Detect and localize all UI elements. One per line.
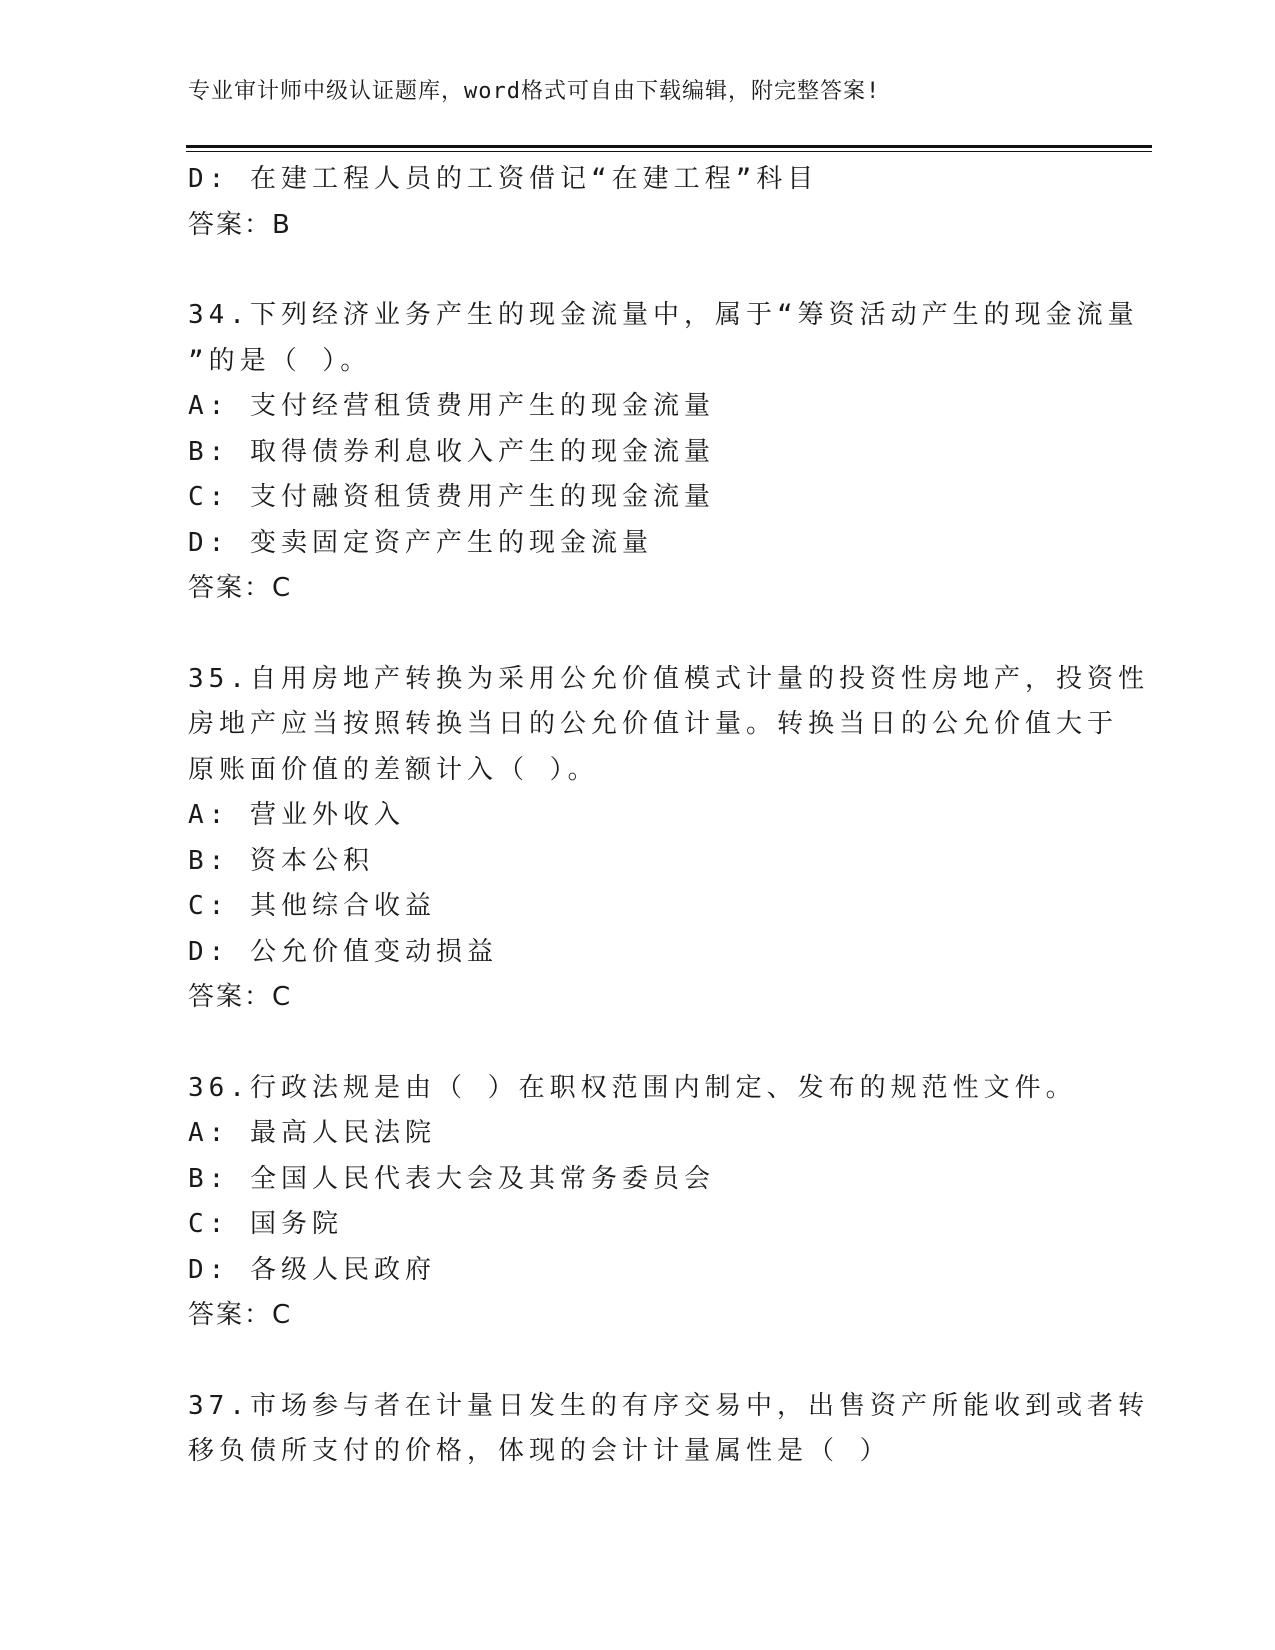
question-stem-line: 36.行政法规是由（ ）在职权范围内制定、发布的规范性文件。 bbox=[188, 1072, 1077, 1103]
option-a: A: 支付经营租赁费用产生的现金流量 bbox=[188, 391, 715, 421]
option-d: D: 公允价值变动损益 bbox=[188, 936, 498, 967]
question-stem-line: 34.下列经济业务产生的现金流量中，属于“筹资活动产生的现金流量 bbox=[188, 300, 1139, 330]
question-stem-line: 原账面价值的差额计入（ ）。 bbox=[188, 754, 599, 785]
spacer bbox=[188, 1021, 1088, 1066]
question-37 bbox=[188, 1384, 1149, 1475]
option-c: C: 其他综合收益 bbox=[188, 891, 436, 921]
header-rule-thin bbox=[186, 151, 1152, 152]
option-b: B: 资本公积 bbox=[188, 845, 374, 876]
option-c: C: 国务院 bbox=[188, 1209, 343, 1239]
question-stem-line: 37.市场参与者在计量日发生的有序交易中，出售资产所能收到或者转 bbox=[188, 1390, 1149, 1421]
option-b: B: 全国人民代表大会及其常务委员会 bbox=[188, 1163, 715, 1194]
question-35 bbox=[188, 657, 1149, 1021]
option-c: C: 支付融资租赁费用产生的现金流量 bbox=[188, 482, 715, 512]
option-a: A: 营业外收入 bbox=[188, 800, 405, 830]
question-stem-line: ”的是（ ）。 bbox=[188, 345, 372, 376]
answer-line: 答案：B bbox=[188, 209, 292, 240]
question-stem-line: 房地产应当按照转换当日的公允价值计量。转换当日的公允价值大于 bbox=[188, 709, 1119, 739]
question-36 bbox=[188, 1066, 1088, 1339]
answer-line: 答案：C bbox=[188, 1300, 293, 1330]
spacer bbox=[188, 248, 1088, 293]
page-header-text: 专业审计师中级认证题库，word格式可自由下载编辑，附完整答案! bbox=[188, 79, 881, 104]
spacer bbox=[188, 1339, 1088, 1384]
option-b: B: 取得债券利息收入产生的现金流量 bbox=[188, 436, 715, 467]
question-34 bbox=[188, 293, 1139, 612]
question-stem-line: 35.自用房地产转换为采用公允价值模式计量的投资性房地产，投资性 bbox=[188, 663, 1149, 694]
option-d: D: 变卖固定资产产生的现金流量 bbox=[188, 527, 653, 558]
answer-line: 答案：C bbox=[188, 573, 293, 603]
spacer bbox=[188, 612, 1088, 657]
option-d: D: 在建工程人员的工资借记“在建工程”科目 bbox=[188, 164, 819, 194]
header-rule-thick bbox=[186, 145, 1152, 148]
question-content bbox=[188, 157, 1149, 1475]
question-stem-line: 移负债所支付的价格，体现的会计计量属性是（ ） bbox=[188, 1436, 891, 1466]
option-a: A: 最高人民法院 bbox=[188, 1118, 436, 1148]
answer-line: 答案：C bbox=[188, 982, 293, 1012]
option-d: D: 各级人民政府 bbox=[188, 1254, 436, 1285]
